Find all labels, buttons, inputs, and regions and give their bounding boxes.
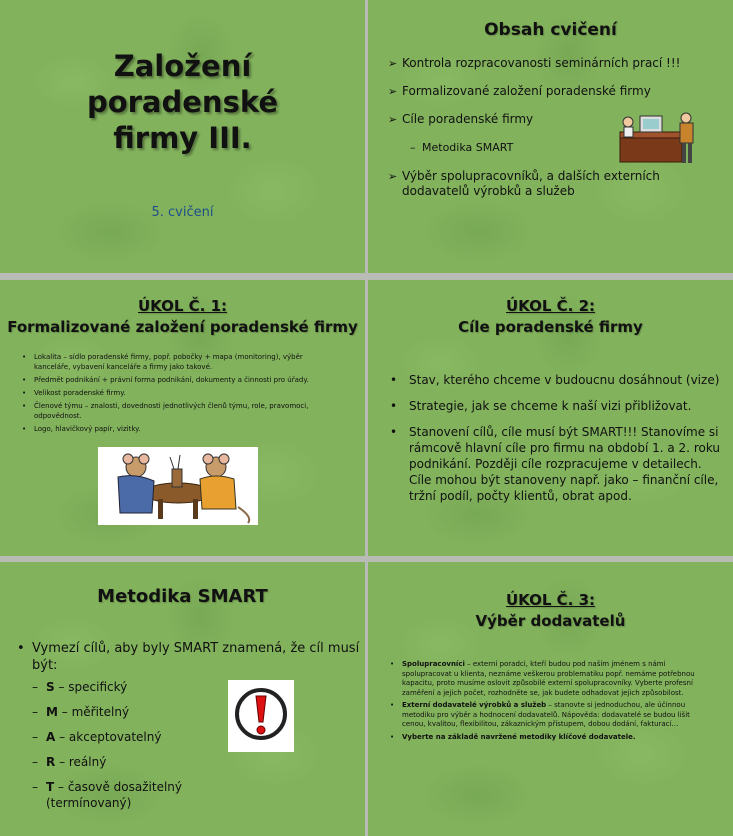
slide-heading: Obsah cvičení <box>484 20 617 40</box>
list-item <box>388 701 713 730</box>
office-clipart-icon <box>616 108 706 170</box>
item-text: – stanovte si jednoduchou, ale účinnou metodiku pro výběr a hodnocení dodavatelů. Nápověda: dodavatelé se budou lišit cenou, kvalitou, flexibilitou, zákaznickým přístupem, dobou dodání, fakturací… <box>402 701 690 728</box>
list-item: ➢ Kontrola rozpracovanosti seminárních prací !!! <box>388 56 723 71</box>
smart-letter: R <box>46 755 56 769</box>
mice-clipart-icon <box>98 447 258 525</box>
slide-task-1[interactable] <box>0 280 365 556</box>
list-item <box>32 779 262 811</box>
task-title: Výběr dodavatelů <box>475 612 626 630</box>
title-line-1: Založení poradenské <box>86 49 279 119</box>
smart-text: – měřitelný <box>57 705 130 719</box>
list-item: • Strategie, jak se chceme k naší vizi přibližovat. <box>382 398 722 414</box>
item-lead: Externí dodavatelé výrobků a služeb <box>402 701 547 709</box>
task-1-list <box>20 352 340 437</box>
smart-letter: T <box>46 780 55 794</box>
slide-subtitle: 5. cvičení <box>151 205 214 220</box>
title-line-2: firmy III. <box>113 121 252 155</box>
list-item: • Stanovení cílů, cíle musí být SMART!!! Stanovíme si rámcově hlavní cíle pro firmu na období 1. a 2. roku podnikání. Později cíle rozpracujeme v detailech. Cíle mohou být stanoveny např. jako – finanční cíle, tržní podíl, počty klientů, obrat apod. <box>382 424 722 504</box>
task-label: ÚKOL Č. 3: <box>505 591 596 609</box>
slide-task-3[interactable] <box>368 562 733 836</box>
item-lead: Vyberte na základě navržené metodiky klíčové dodavatele. <box>402 732 636 741</box>
item-lead: Spolupracovníci <box>402 660 465 668</box>
slide-heading <box>368 590 733 632</box>
list-item: • Předmět podnikání + právní forma podnikání, dokumenty a činnosti pro úřady. <box>20 375 340 385</box>
task-title: Formalizované založení poradenské firmy <box>7 318 358 336</box>
list-item: • Členové týmu – znalosti, dovednosti jednotlivých členů týmu, role, pravomoci, odpovědnost. <box>20 401 340 421</box>
item-text: – externí poradci, kteří budou pod naším jménem s námi spolupracovat u klienta, neznáme veškerou problematiku popř. nemáme potřebnou kapacitu, proto musíme oslovit způsobilé externí spolupracovníky. Vyberte profesní zaměření a jejich počet, rozhodněte se, jak budete odhadovat jejich způsobilost. <box>402 660 695 697</box>
smart-text: – akceptovatelný <box>55 730 162 744</box>
smart-letter: S <box>46 680 55 694</box>
task-2-list <box>382 372 722 514</box>
exclamation-icon <box>228 680 294 752</box>
task-3-list <box>388 660 713 745</box>
slide-heading <box>368 296 733 338</box>
task-label: ÚKOL Č. 1: <box>137 297 228 315</box>
slide-title-heading <box>20 48 345 156</box>
list-item: ➢ Cíle poradenské firmy <box>388 112 723 127</box>
list-item: • Logo, hlavičkový papír, vizitky. <box>20 424 340 434</box>
smart-letter: A <box>46 730 56 744</box>
list-item: • Stav, kterého chceme v budoucnu dosáhnout (vize) <box>382 372 722 388</box>
smart-letter: M <box>46 705 58 719</box>
task-label: ÚKOL Č. 2: <box>505 297 596 315</box>
list-subitem: – Metodika SMART <box>388 140 723 155</box>
list-item <box>388 660 713 698</box>
slide-contents[interactable] <box>368 0 733 273</box>
smart-text: – časově dosažitelný (termínovaný) <box>46 780 182 810</box>
list-item <box>32 754 262 770</box>
slide-heading <box>0 296 365 338</box>
list-item: ➢ Formalizované založení poradenské firmy <box>388 84 723 99</box>
slide-title[interactable] <box>0 0 365 273</box>
smart-text: – reálný <box>55 755 107 769</box>
list-item: ➢ Výběr spolupracovníků, a dalších externích dodavatelů výrobků a služeb <box>388 169 723 199</box>
list-item: • Velikost poradenské firmy. <box>20 388 340 398</box>
smart-text: – specifický <box>54 680 128 694</box>
slide-smart[interactable] <box>0 562 365 836</box>
task-title: Cíle poradenské firmy <box>458 318 643 336</box>
slide-heading: Metodika SMART <box>97 586 268 607</box>
list-item: • Lokalita – sídlo poradenské firmy, popř. pobočky + mapa (monitoring), výběr kanceláře, vybavení kanceláře a firmy jako takové. <box>20 352 340 372</box>
list-item <box>388 733 713 743</box>
slide-task-2[interactable] <box>368 280 733 556</box>
smart-intro: • Vymezí cílů, aby byly SMART znamená, že cíl musí být: <box>12 640 362 674</box>
